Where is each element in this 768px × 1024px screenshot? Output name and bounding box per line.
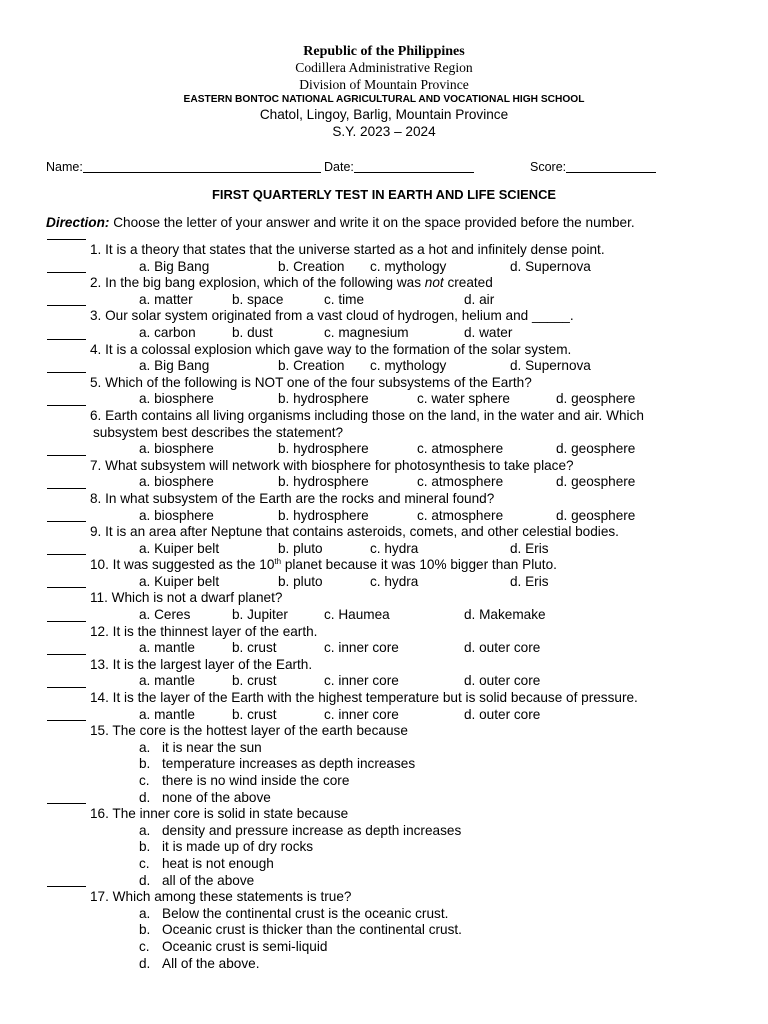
option-item: c. inner core	[324, 673, 399, 689]
option-letter: d.	[139, 872, 151, 888]
option-text: temperature increases as depth increases	[162, 756, 416, 772]
option-item: a. biosphere	[139, 507, 214, 523]
option-letter: a.	[139, 905, 151, 921]
question-stem	[46, 308, 726, 325]
direction	[46, 215, 726, 232]
question-stem	[46, 524, 726, 541]
student-info-row	[46, 159, 686, 179]
question-stem	[46, 624, 726, 641]
question-text: 16. The inner core is solid in state because	[90, 806, 349, 822]
school-header	[0, 43, 768, 140]
option-item	[46, 823, 726, 840]
option-letter: c.	[139, 855, 150, 871]
question-stem	[46, 342, 726, 359]
option-letter: d.	[139, 789, 151, 805]
option-item: b. crust	[232, 706, 277, 722]
options-row	[46, 474, 726, 491]
question-text: 15. The core is the hottest layer of the earth because	[90, 723, 408, 739]
question-text: 3. Our solar system originated from a vast cloud of hydrogen, helium and _____.	[90, 308, 574, 324]
options-row	[46, 574, 726, 591]
options-row	[46, 441, 726, 458]
option-item	[46, 756, 726, 773]
question-stem	[46, 275, 726, 292]
header-school-name: EASTERN BONTOC NATIONAL AGRICULTURAL AND VOCATIONAL HIGH SCHOOL	[183, 94, 585, 106]
option-text: density and pressure increase as depth increases	[162, 822, 462, 838]
option-text: there is no wind inside the core	[162, 773, 350, 788]
question-item	[46, 624, 726, 657]
question-item	[46, 657, 726, 690]
option-item: d. Supernova	[510, 358, 591, 374]
option-item	[46, 740, 726, 757]
option-item: b. Jupiter	[232, 607, 288, 623]
options-row	[46, 325, 726, 342]
option-letter: b.	[139, 756, 151, 772]
option-item: c. inner core	[324, 706, 399, 722]
option-text: all of the above	[162, 872, 255, 888]
question-item	[46, 524, 726, 557]
options-list	[46, 740, 726, 806]
option-item	[46, 956, 726, 973]
question-stem	[46, 557, 726, 574]
question-item	[46, 408, 726, 458]
question-item	[46, 342, 726, 375]
option-letter: c.	[139, 938, 150, 954]
option-text: All of the above.	[162, 955, 260, 971]
option-text: Below the continental crust is the oceanic crust.	[162, 905, 449, 921]
question-text: 8. In what subsystem of the Earth are the rocks and mineral found?	[90, 490, 495, 506]
option-item: c. Haumea	[324, 607, 390, 623]
option-item: b. crust	[232, 673, 277, 689]
option-text: Oceanic crust is semi-liquid	[162, 938, 328, 954]
question-text: 13. It is the largest layer of the Earth.	[90, 656, 313, 672]
option-letter: c.	[139, 773, 150, 788]
option-item: c. mythology	[370, 358, 447, 374]
option-item: b. hydrosphere	[278, 391, 369, 407]
question-text: 14. It is the layer of the Earth with the highest temperature but is solid because of pressure.	[90, 690, 638, 706]
option-item: a. biosphere	[139, 474, 214, 490]
option-item: c. atmosphere	[417, 441, 504, 457]
option-letter: d.	[139, 955, 151, 971]
option-item: a. mantle	[139, 673, 195, 689]
option-item: d. geosphere	[556, 507, 636, 523]
options-row	[46, 673, 726, 690]
option-item: d. outer core	[464, 640, 541, 656]
options-row	[46, 607, 726, 624]
option-item: d. geosphere	[556, 474, 636, 490]
question-text: 12. It is the thinnest layer of the earth.	[90, 623, 318, 639]
question-stem	[46, 657, 726, 674]
option-text: it is made up of dry rocks	[162, 839, 314, 855]
option-text: heat is not enough	[162, 855, 274, 871]
question-stem	[46, 408, 726, 441]
option-item: b. space	[232, 291, 284, 307]
option-text: none of the above	[162, 789, 271, 805]
option-item: d. Makemake	[464, 607, 546, 623]
option-item	[46, 839, 726, 856]
header-school-year: S.Y. 2023 – 2024	[332, 123, 436, 139]
test-title: FIRST QUARTERLY TEST IN EARTH AND LIFE SCIENCE	[211, 187, 556, 202]
option-item	[46, 922, 726, 939]
option-item	[46, 856, 726, 873]
question-text: 5. Which of the following is NOT one of the four subsystems of the Earth?	[90, 374, 532, 390]
option-item: c. mythology	[370, 258, 447, 274]
option-item	[46, 773, 726, 790]
option-item: d. outer core	[464, 706, 541, 722]
option-item: a. Big Bang	[139, 358, 210, 374]
option-item: c. atmosphere	[417, 507, 504, 523]
option-item: d. Supernova	[510, 258, 591, 274]
question-text-continued: subsystem best describes the statement?	[93, 424, 344, 440]
option-item: b. pluto	[278, 540, 323, 556]
date-field[interactable]: Date:	[324, 159, 474, 176]
option-item: b. hydrosphere	[278, 441, 369, 457]
question-item	[46, 690, 726, 723]
option-item: d. outer core	[464, 673, 541, 689]
question-item	[46, 806, 726, 889]
options-row	[46, 640, 726, 657]
option-item: a. mantle	[139, 640, 195, 656]
score-field[interactable]: Score:	[530, 159, 656, 176]
option-item: a. Ceres	[139, 607, 191, 623]
option-item: b. Creation	[278, 358, 345, 374]
header-region: Codillera Administrative Region	[295, 60, 473, 75]
option-letter: a.	[139, 822, 151, 838]
header-republic: Republic of the Philippines	[303, 44, 465, 59]
options-list	[46, 823, 726, 889]
options-row	[46, 358, 726, 375]
option-item: d. Eris	[510, 540, 549, 556]
options-row	[46, 391, 726, 408]
question-item	[46, 275, 726, 308]
options-row	[46, 707, 726, 724]
option-item	[46, 939, 726, 956]
option-item: b. Creation	[278, 258, 345, 274]
option-item: c. atmosphere	[417, 474, 504, 490]
question-text: 11. Which is not a dwarf planet?	[90, 590, 283, 606]
question-text: 17. Which among these statements is true?	[90, 889, 352, 905]
question-item	[46, 458, 726, 491]
option-item	[46, 873, 726, 890]
option-text: Oceanic crust is thicker than the continental crust.	[162, 922, 462, 938]
options-row	[46, 508, 726, 525]
option-item: c. inner core	[324, 640, 399, 656]
option-item: b. pluto	[278, 573, 323, 589]
question-text: 1. It is a theory that states that the universe started as a hot and infinitely dense point.	[90, 242, 605, 257]
option-item: a. carbon	[139, 324, 196, 340]
question-stem	[46, 458, 726, 475]
direction-label: Direction:	[46, 215, 110, 230]
question-item	[46, 242, 726, 275]
option-item: a. Big Bang	[139, 258, 210, 274]
options-row	[46, 292, 726, 309]
option-item: d. geosphere	[556, 391, 636, 407]
option-item: a. biosphere	[139, 441, 214, 457]
question-item	[46, 590, 726, 623]
question-stem	[46, 889, 726, 906]
question-text: 7. What subsystem will network with biosphere for photosynthesis to take place?	[90, 457, 574, 473]
name-field[interactable]: Name:	[46, 159, 321, 176]
question-text: 6. Earth contains all living organisms including those on the land, in the water and air. Which	[90, 407, 644, 423]
option-item: d. Eris	[510, 573, 549, 589]
question-item	[46, 889, 726, 972]
question-list	[46, 242, 726, 972]
option-item: d. geosphere	[556, 441, 636, 457]
question-stem	[46, 375, 726, 392]
header-address: Chatol, Lingoy, Barlig, Mountain Province	[259, 107, 509, 123]
question-stem	[46, 491, 726, 508]
option-item: b. crust	[232, 640, 277, 656]
option-letter: b.	[139, 839, 151, 855]
question-item	[46, 375, 726, 408]
options-list	[46, 906, 726, 972]
options-row	[46, 259, 726, 276]
option-item: a. biosphere	[139, 391, 214, 407]
option-letter: b.	[139, 922, 151, 938]
option-text: it is near the sun	[162, 739, 262, 755]
question-stem	[46, 242, 726, 259]
option-item: a. Kuiper belt	[139, 540, 220, 556]
option-item: d. air	[464, 291, 495, 307]
question-item	[46, 491, 726, 524]
option-item: c. hydra	[370, 573, 419, 589]
option-item: b. hydrosphere	[278, 474, 369, 490]
option-item: d. water	[464, 324, 513, 340]
option-item: b. hydrosphere	[278, 507, 369, 523]
question-item	[46, 557, 726, 590]
direction-text: Choose the letter of your answer and write it on the space provided before the number.	[109, 215, 635, 230]
option-item: c. hydra	[370, 540, 419, 556]
option-item: c. magnesium	[324, 324, 409, 340]
question-text: 10. It was suggested as the 10th planet because it was 10% bigger than Pluto.	[90, 557, 557, 573]
option-item: a. matter	[139, 291, 193, 307]
question-text: 9. It is an area after Neptune that contains asteroids, comets, and other celestial bodies.	[90, 524, 619, 540]
question-stem	[46, 590, 726, 607]
option-item: c. time	[324, 291, 365, 307]
question-stem	[46, 723, 726, 740]
options-row	[46, 541, 726, 558]
question-item	[46, 723, 726, 806]
option-item	[46, 906, 726, 923]
option-item: b. dust	[232, 324, 273, 340]
option-item: a. mantle	[139, 706, 195, 722]
question-text: 4. It is a colossal explosion which gave way to the formation of the solar system.	[90, 341, 572, 357]
option-item: c. water sphere	[417, 391, 510, 407]
question-stem	[46, 806, 726, 823]
header-division: Division of Mountain Province	[299, 76, 469, 92]
question-stem	[46, 690, 726, 707]
option-item: a. Kuiper belt	[139, 573, 220, 589]
question-text: 2. In the big bang explosion, which of the following was not created	[90, 275, 493, 291]
option-letter: a.	[139, 739, 151, 755]
question-item	[46, 308, 726, 341]
option-item	[46, 790, 726, 807]
